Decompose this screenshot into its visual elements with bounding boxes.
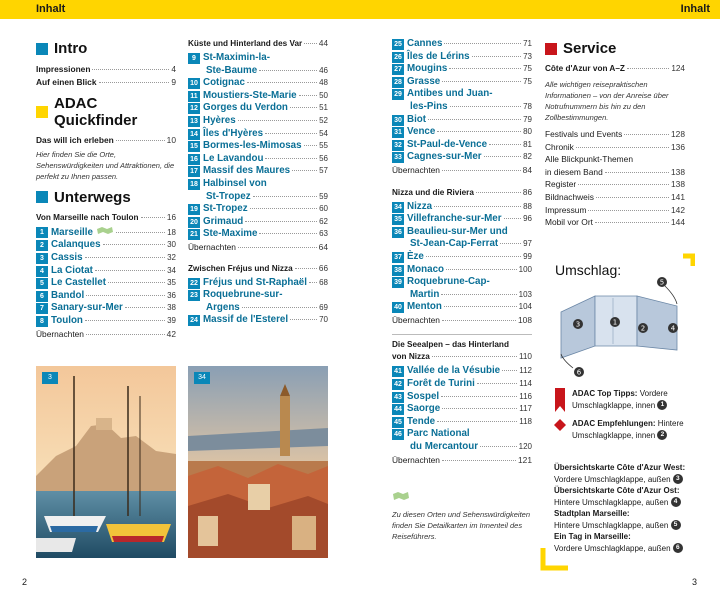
cover-key-5-icon xyxy=(657,277,667,287)
region-heading[interactable]: Nizza und die Riviera 86 xyxy=(392,187,532,197)
detail-map-icon xyxy=(96,226,114,235)
toc-row[interactable]: Mobil vor Ort 144 xyxy=(545,217,685,228)
destination-entry[interactable]: 38 Monaco 100 xyxy=(392,264,532,277)
svg-text:1: 1 xyxy=(612,318,618,327)
destination-entry[interactable]: 5 Le Castellet 35 xyxy=(36,277,176,290)
destination-entry[interactable]: 46 Parc National du Mercantour 120 xyxy=(392,428,532,453)
toc-row-uebernachten[interactable]: Übernachten 121 xyxy=(392,454,532,465)
toc-row[interactable]: Impressionen 4 xyxy=(36,64,176,74)
service-list xyxy=(545,128,685,229)
red-diamond-icon xyxy=(554,419,566,431)
destination-entry[interactable]: 9 St-Maximin-la- Ste-Baume 46 xyxy=(188,52,328,77)
overview-entry[interactable]: Stadtplan Marseille: Hintere Umschlagklappe, außen 5 xyxy=(554,508,702,531)
destination-entry[interactable]: 3 Cassis 32 xyxy=(36,252,176,265)
destination-entry[interactable]: 31 Vence 80 xyxy=(392,126,532,139)
destination-entry[interactable]: 37 Èze 99 xyxy=(392,251,532,264)
destination-list xyxy=(392,365,532,466)
region-heading: Die Seealpen – das Hinterland xyxy=(392,340,509,350)
key-2-icon: 2 xyxy=(657,430,667,440)
cover-key-3-icon xyxy=(573,319,583,329)
toc-row-uebernachten[interactable]: Übernachten 42 xyxy=(36,328,176,339)
blue-square-icon xyxy=(36,191,48,203)
destination-entry[interactable]: 8 Toulon 39 xyxy=(36,315,176,328)
key-3-icon: 3 xyxy=(673,474,683,484)
destination-entry[interactable]: 42 Forêt de Turini 114 xyxy=(392,378,532,391)
destination-entry[interactable]: 24 Massif de l'Esterel 70 xyxy=(188,314,328,327)
region-heading[interactable]: von Nizza 110 xyxy=(392,352,532,362)
detail-map-icon xyxy=(392,491,410,501)
toc-column-1 xyxy=(36,38,176,340)
section-heading-service: Service xyxy=(545,40,685,57)
page-number-left: 2 xyxy=(22,577,28,587)
blue-square-icon xyxy=(36,43,48,55)
cover-key-2-icon xyxy=(638,323,648,333)
destination-entry[interactable]: 35 Villefranche-sur-Mer 96 xyxy=(392,213,532,226)
key-4-icon: 4 xyxy=(671,497,681,507)
svg-text:4: 4 xyxy=(670,324,676,333)
key-1-icon: 1 xyxy=(657,400,667,410)
destination-entry[interactable]: 33 Cagnes-sur-Mer 82 xyxy=(392,151,532,164)
destination-entry[interactable]: 34 Nizza 88 xyxy=(392,201,532,214)
destination-entry[interactable]: 17 Massif des Maures 57 xyxy=(188,165,328,178)
destination-entry[interactable]: 41 Vallée de la Vésubie 112 xyxy=(392,365,532,378)
svg-text:3: 3 xyxy=(575,320,581,329)
red-square-icon xyxy=(545,43,557,55)
destination-list xyxy=(392,201,532,327)
destination-entry[interactable]: 7 Sanary-sur-Mer 38 xyxy=(36,302,176,315)
toc-row[interactable]: Das will ich erleben 10 xyxy=(36,135,176,146)
destination-entry[interactable]: 26 Îles de Lérins 73 xyxy=(392,51,532,64)
destination-entry[interactable]: 25 Cannes 71 xyxy=(392,38,532,51)
toc-row-uebernachten[interactable]: Übernachten 64 xyxy=(188,241,328,252)
destination-entry[interactable]: 28 Grasse 75 xyxy=(392,76,532,89)
detail-map-note: Zu diesen Orten und Sehenswürdigkeiten finden Sie Detailkarten im Innenteil des Reiseführers. xyxy=(392,510,531,542)
toc-row[interactable]: in diesem Band 138 xyxy=(545,166,685,177)
header-left-title: Inhalt xyxy=(36,3,66,15)
overview-entry[interactable]: Übersichtskarte Côte d'Azur West: Vordere Umschlagklappe, außen 3 xyxy=(554,463,686,484)
toc-row[interactable]: Chronik 136 xyxy=(545,141,685,152)
photo-number-badge: 34 xyxy=(194,372,210,384)
destination-entry[interactable]: 2 Calanques 30 xyxy=(36,239,176,252)
service-note: Alle wichtigen reisepraktischen Informationen – von der Anreise über Notrufnummern bis hin zu den Zollbestimmungen. xyxy=(545,80,669,122)
destination-list xyxy=(392,38,532,177)
destination-entry[interactable]: 30 Biot 79 xyxy=(392,114,532,127)
toc-row[interactable]: Impressum 142 xyxy=(545,204,685,215)
destination-entry[interactable]: 16 Le Lavandou 56 xyxy=(188,153,328,166)
destination-entry[interactable]: 10 Cotignac 48 xyxy=(188,77,328,90)
destination-entry[interactable]: 45 Tende 118 xyxy=(392,416,532,429)
header-right-title: Inhalt xyxy=(680,3,710,15)
destination-entry[interactable]: 36 Beaulieu-sur-Mer und St-Jean-Cap-Ferrat 97 xyxy=(392,226,532,251)
destination-entry[interactable]: 32 St-Paul-de-Vence 81 xyxy=(392,139,532,152)
cover-key-6-icon xyxy=(574,367,584,377)
cover-flap-diagram xyxy=(545,248,695,378)
toc-row[interactable]: Auf einen Blick 9 xyxy=(36,76,176,87)
region-heading[interactable]: Von Marseille nach Toulon 16 xyxy=(36,212,176,222)
toc-row[interactable]: Bildnachweis 141 xyxy=(545,191,685,202)
destination-entry[interactable]: 39 Roquebrune-Cap- Martin 103 xyxy=(392,276,532,301)
detail-map-note-block xyxy=(392,488,532,542)
key-5-icon: 5 xyxy=(671,520,681,530)
adac-empfehlungen[interactable]: ADAC Empfehlungen: Hintere Umschlagklappe, innen 2 xyxy=(554,418,702,441)
region-heading[interactable]: Côte d'Azur von A–Z 124 xyxy=(545,64,685,73)
region-heading[interactable]: Küste und Hinterland des Var 44 xyxy=(188,39,328,48)
svg-text:6: 6 xyxy=(576,368,582,377)
svg-text:2: 2 xyxy=(640,324,646,333)
destination-entry[interactable]: 44 Saorge 117 xyxy=(392,403,532,416)
overview-entry[interactable]: Ein Tag in Marseille: Vordere Umschlagklappe, außen 6 xyxy=(554,531,702,554)
destination-entry[interactable]: 27 Mougins 75 xyxy=(392,63,532,76)
toc-column-4 xyxy=(545,38,685,229)
umschlag-title: Umschlag: xyxy=(555,262,622,278)
destination-entry[interactable]: 43 Sospel 116 xyxy=(392,391,532,404)
destination-entry[interactable]: 15 Bormes-les-Mimosas 55 xyxy=(188,140,328,153)
yellow-corner-mark xyxy=(683,256,693,266)
page-number-right: 3 xyxy=(692,577,698,587)
photo-number-badge: 3 xyxy=(42,372,58,384)
toc-column-2 xyxy=(188,38,328,327)
toc-row-uebernachten[interactable]: Übernachten 84 xyxy=(392,164,532,175)
destination-list xyxy=(188,277,328,327)
destination-entry[interactable]: 40 Menton 104 xyxy=(392,301,532,314)
red-bookmark-icon xyxy=(554,388,566,412)
section-heading-intro: Intro xyxy=(36,40,176,57)
intro-list xyxy=(36,63,176,88)
nice-rooftops-photo xyxy=(188,366,328,558)
key-6-icon: 6 xyxy=(673,543,683,553)
adac-top-tipps[interactable]: ADAC Top Tipps: Vordere Umschlagklappe, innen 1 xyxy=(554,388,702,412)
destination-entry[interactable]: 6 Bandol 36 xyxy=(36,290,176,303)
toc-row[interactable]: Register 138 xyxy=(545,179,685,190)
destination-entry[interactable]: 18 Halbinsel von St-Tropez 59 xyxy=(188,178,328,203)
toc-column-3 xyxy=(392,38,532,542)
toc-row: Alle Blickpunkt-Themen xyxy=(545,154,633,165)
section-heading-quickfinder: ADAC Quickfinder xyxy=(36,95,176,129)
svg-text:5: 5 xyxy=(659,278,665,287)
cassis-harbour-photo xyxy=(36,366,176,558)
header-bar xyxy=(0,0,720,19)
toc-row-uebernachten[interactable]: Übernachten 108 xyxy=(392,314,532,325)
quickfinder-note: Hier finden Sie die Orte, Sehenswürdigkeiten und Attraktionen, die perfekt zu Ihnen passen. xyxy=(36,149,175,181)
map-overview-list xyxy=(554,462,702,554)
destination-entry[interactable]: 29 Antibes und Juan- les-Pins 78 xyxy=(392,88,532,113)
destination-entry[interactable]: 14 Îles d'Hyères 54 xyxy=(188,128,328,141)
cover-key-1-icon xyxy=(610,317,620,327)
destination-entry[interactable]: 23 Roquebrune-sur- Argens 69 xyxy=(188,289,328,314)
yellow-corner-mark-bottom xyxy=(540,548,570,572)
destination-entry[interactable]: 21 Ste-Maxime 63 xyxy=(188,228,328,241)
destination-list xyxy=(188,52,328,254)
destination-entry[interactable]: 1 Marseille 18 xyxy=(36,226,176,240)
destination-entry[interactable]: 11 Moustiers-Ste-Marie 50 xyxy=(188,90,328,103)
destination-entry[interactable]: 12 Gorges du Verdon 51 xyxy=(188,102,328,115)
destination-entry[interactable]: 22 Fréjus und St-Raphaël 68 xyxy=(188,277,328,290)
yellow-square-icon xyxy=(36,106,48,118)
destination-list xyxy=(36,226,176,340)
destination-entry[interactable]: 4 La Ciotat 34 xyxy=(36,265,176,278)
region-heading-block xyxy=(392,334,532,363)
overview-entry[interactable]: Übersichtskarte Côte d'Azur Ost: Hintere Umschlagklappe, außen 4 xyxy=(554,486,680,507)
destination-entry[interactable]: 13 Hyères 52 xyxy=(188,115,328,128)
destination-entry[interactable]: 20 Grimaud 62 xyxy=(188,216,328,229)
section-heading-unterwegs: Unterwegs xyxy=(36,189,176,206)
cover-key-4-icon xyxy=(668,323,678,333)
destination-entry[interactable]: 19 St-Tropez 60 xyxy=(188,203,328,216)
tips-block xyxy=(554,388,702,441)
region-heading[interactable]: Zwischen Fréjus und Nizza 66 xyxy=(188,263,328,273)
toc-row[interactable]: Festivals und Events 128 xyxy=(545,129,685,139)
